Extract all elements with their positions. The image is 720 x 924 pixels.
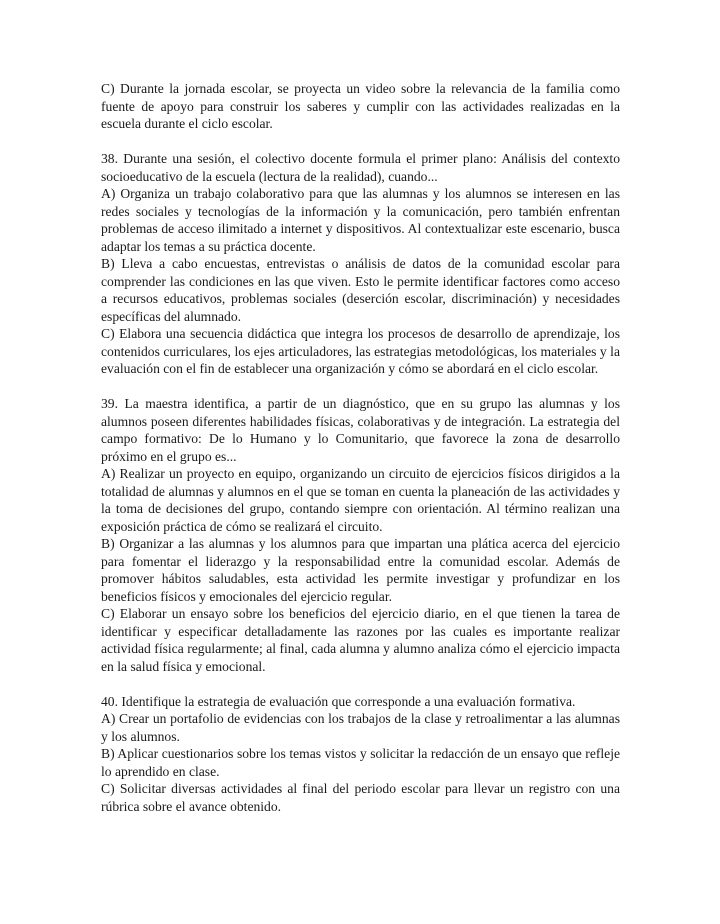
option-b: B) Aplicar cuestionarios sobre los temas vistos y solicitar la redacción de un ensayo que refleje lo aprendido en clase.: [101, 746, 620, 779]
question-38: [101, 150, 620, 378]
question-39: [101, 395, 620, 675]
option-c: C) Elabora una secuencia didáctica que integra los procesos de desarrollo de aprendizaje, los contenidos curriculares, los ejes articuladores, las estrategias metodológicas, los materiales y la evaluación con el fin de establecer una organización y cómo se abordará en el ciclo escolar.: [101, 326, 620, 376]
option-c: C) Elaborar un ensayo sobre los beneficios del ejercicio diario, en el que tienen la tarea de identificar y especificar detalladamente las razones por las cuales es importante realizar actividad física regularmente; al final, cada alumna y alumno analiza cómo el ejercicio impacta en la salud física y emocional.: [101, 606, 620, 674]
option-a: A) Crear un portafolio de evidencias con los trabajos de la clase y retroalimentar a las alumnas y los alumnos.: [101, 711, 620, 744]
question-stem: 38. Durante una sesión, el colectivo docente formula el primer plano: Análisis del contexto socioeducativo de la escuela (lectura de la realidad), cuando...: [101, 151, 620, 184]
question-stem: 39. La maestra identifica, a partir de un diagnóstico, que en su grupo las alumnas y los alumnos poseen diferentes habilidades físicas, colaborativas y de integración. La estrategia del campo formativo: De lo Humano y lo Comunitario, que favorece la zona de desarrollo próximo en el grupo es...: [101, 396, 620, 464]
document-page: [101, 80, 620, 833]
question-37-tail: [101, 80, 620, 133]
option-a: A) Organiza un trabajo colaborativo para que las alumnas y los alumnos se interesen en las redes sociales y tecnologías de la información y la comunicación, pero también enfrentan problemas de acceso ilimitado a internet y dispositivos. Al contextualizar este escenario, busca adaptar los temas a su práctica docente.: [101, 186, 620, 254]
option-c: C) Durante la jornada escolar, se proyecta un video sobre la relevancia de la familia como fuente de apoyo para construir los saberes y cumplir con las actividades realizadas en la escuela durante el ciclo escolar.: [101, 81, 620, 131]
question-40: [101, 693, 620, 816]
option-c: C) Solicitar diversas actividades al final del periodo escolar para llevar un registro con una rúbrica sobre el avance obtenido.: [101, 781, 620, 814]
option-b: B) Organizar a las alumnas y los alumnos para que impartan una plática acerca del ejercicio para fomentar el liderazgo y la responsabilidad entre la comunidad escolar. Además de promover hábitos saludables, esta actividad les permite investigar y profundizar en los beneficios físicos y emocionales del ejercicio regular.: [101, 536, 620, 604]
question-stem: 40. Identifique la estrategia de evaluación que corresponde a una evaluación formativa.: [101, 693, 576, 709]
option-b: B) Lleva a cabo encuestas, entrevistas o análisis de datos de la comunidad escolar para comprender las condiciones en las que viven. Esto le permite identificar factores como acceso a recursos educativos, problemas sociales (deserción escolar, discriminación) y necesidades específicas del alumnado.: [101, 256, 620, 324]
option-a: A) Realizar un proyecto en equipo, organizando un circuito de ejercicios físicos dirigidos a la totalidad de alumnas y alumnos en el que se toman en cuenta la planeación de las actividades y la toma de decisiones del grupo, contando siempre con orientación. Al término realizan una exposición práctica de cómo se realizará el circuito.: [101, 466, 620, 534]
